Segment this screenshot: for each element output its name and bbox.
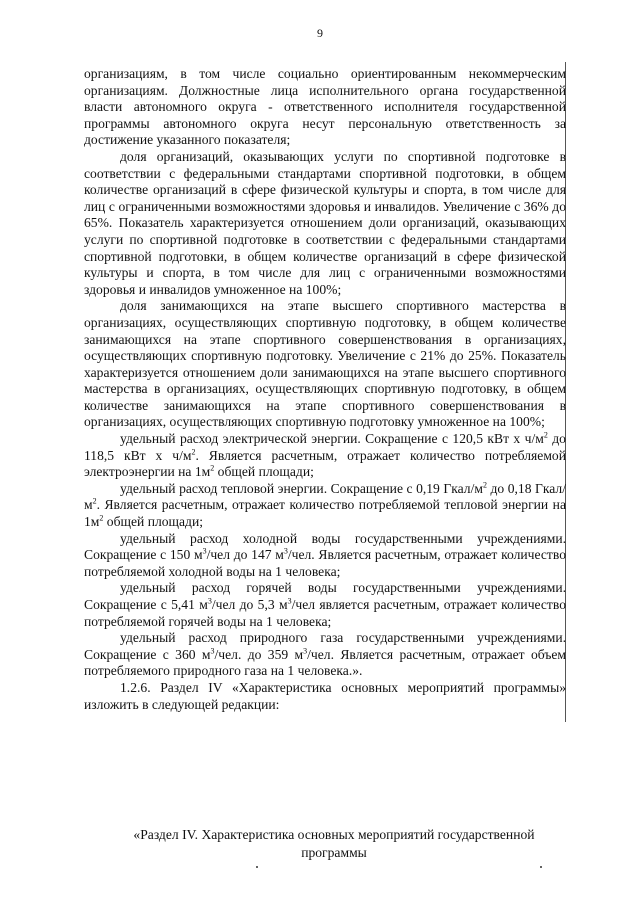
paragraph: удельный расход холодной воды государственными учреждениями. Сокращение с 150 $м^3$/чел до 147 $м^3$/чел. Является расчетным, отражает количество потребляемой холодной воды на 1 человека; — [84, 530, 566, 579]
paragraph: организациям, в том числе социально ориентированным некоммерческим организациям. Должностные лица исполнительного органа государственной власти автономного округа - ответственного исполнителя государственной программы автономного округа несут персональную ответственность за достижение указанного показателя; — [84, 66, 566, 148]
paragraph: доля занимающихся на этапе высшего спортивного мастерства в организациях, осуществляющих спортивную подготовку, в общем количестве занимающихся на этапе спортивного совершенствования в организациях, осуществляющих спортивную подготовку. Увеличение с 21% до 25%. Показатель характеризуется отношением доли занимающихся на этапе высшего спортивного мастерства в организациях, осуществляющих спортивную подготовку, в общем количестве занимающихся на этапе спортивного совершенствования в организациях, осуществляющих спортивную подготовку умноженное на 100%; — [84, 298, 566, 430]
paragraph: 1.2.6. Раздел IV «Характеристика основных мероприятий программы» изложить в следующей редакции: — [84, 679, 566, 712]
paragraph: удельный расход горячей воды государственными учреждениями. Сокращение с 5,41 $м^3$/чел до 5,3 $м^3$/чел является расчетным, отражает количество потребляемой горячей воды на 1 человека; — [84, 580, 566, 629]
body-text — [84, 66, 566, 713]
paragraph: удельный расход электрической энергии. Сокращение с 120,5 кВт х $ч/м^2$ до 118,5 кВт х $ч/м^2$. Является расчетным, отражает количество потребляемой электроэнергии на $1м^2$ общей площади; — [84, 430, 566, 480]
page-number: 9 — [317, 26, 323, 40]
scan-speck — [256, 866, 258, 868]
section-title-line-2: программы — [301, 845, 367, 860]
paragraph: удельный расход тепловой энергии. Сокращение с 0,19 Гкал/$м^2$ до 0,18 Гкал/$м^2$. Является расчетным, отражает количество потребляемой тепловой энергии на $1м^2$ общей площади; — [84, 480, 566, 530]
paragraph: удельный расход природного газа государственными учреждениями. Сокращение с 360 $м^3$/чел. до 359 $м^3$/чел. Является расчетным, отражает объем потребляемого природного газа на 1 человека.». — [84, 630, 567, 679]
section-title — [84, 826, 584, 862]
paragraph: доля организаций, оказывающих услуги по спортивной подготовке в соответствии с федеральными стандартами спортивной подготовки, в общем количестве организаций в сфере физической культуры и спорта, в том числе для лиц с ограниченными возможностями здоровья и инвалидов. Увеличение с 36% до 65%. Показатель характеризуется отношением доли организаций, оказывающих услуги по спортивной подготовке в соответствии с федеральными стандартами спортивной подготовки, в общем количестве организаций в сфере физической культуры и спорта, в том числе для лиц с ограниченными возможностями здоровья и инвалидов умноженное на 100%; — [84, 148, 566, 297]
scan-speck — [540, 866, 542, 868]
section-title-line-1: «Раздел IV. Характеристика основных мероприятий государственной — [133, 827, 535, 842]
